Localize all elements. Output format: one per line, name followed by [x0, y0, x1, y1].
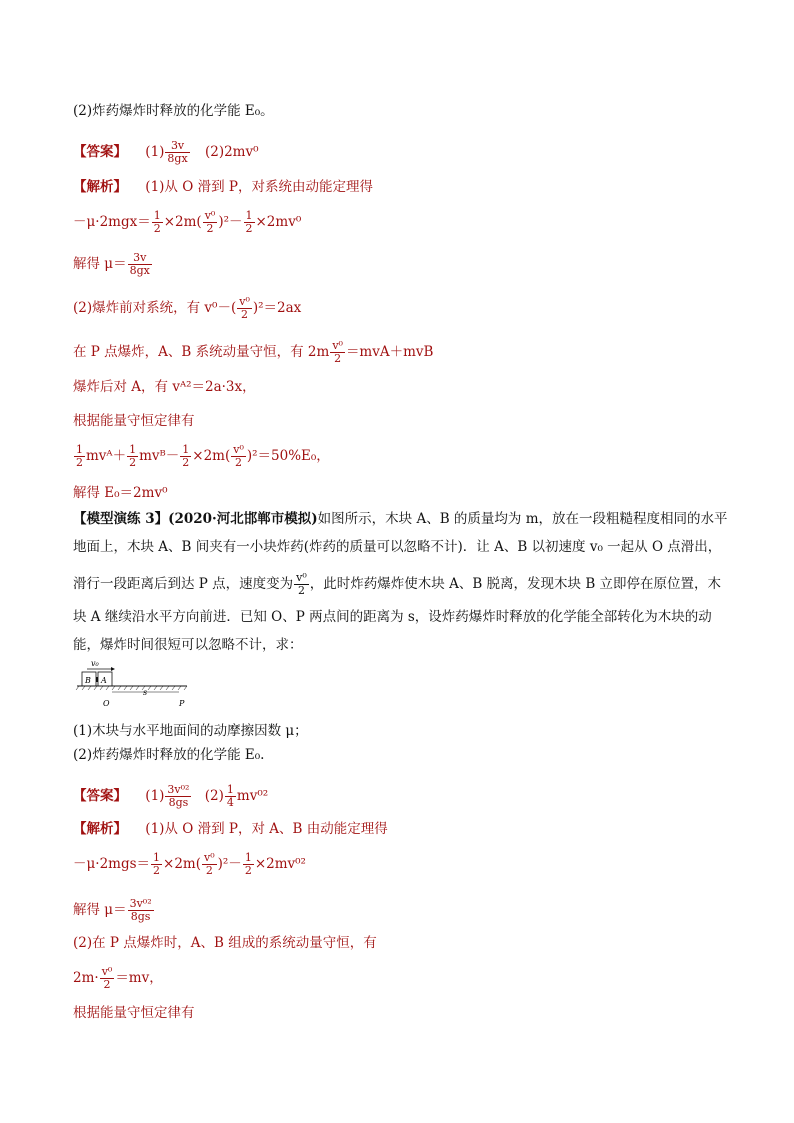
fraction	[180, 444, 191, 469]
momentum-line-2	[73, 966, 163, 991]
question-1: (1)木块与水平地面间的动摩擦因数 μ；	[73, 723, 308, 739]
analysis-tag: 【解析】	[73, 821, 127, 837]
analysis-part-2	[73, 296, 301, 321]
block-diagram	[75, 658, 195, 710]
fraction	[243, 852, 254, 877]
ground-hatch	[76, 686, 187, 690]
frac-den: 8gs	[130, 910, 151, 923]
frac-num: v⁰	[239, 295, 250, 308]
eq-part: mvᴬ＋	[86, 448, 127, 464]
fraction	[100, 966, 115, 991]
frac-num: 3v⁰²	[167, 783, 190, 796]
frac-den: 2	[245, 222, 253, 235]
frac-den: 2	[206, 222, 214, 235]
eq-part: 解得 μ＝	[73, 256, 127, 272]
frac-num: 1	[129, 443, 137, 456]
answer-2-line	[73, 784, 268, 809]
eq-part: ×2m(	[163, 214, 202, 230]
frac-num: v⁰	[233, 443, 244, 456]
after-explosion-line: 爆炸后对 A，有 vᴬ²＝2a·3x，	[73, 379, 256, 395]
answer-1-fraction	[165, 140, 189, 165]
model-line-5: 能，爆炸时间很短可以忽略不计，求：	[73, 637, 303, 653]
frac-den: 2	[153, 222, 161, 235]
equation-1	[73, 210, 301, 235]
fraction	[128, 898, 154, 923]
frac-num: v⁰	[204, 851, 215, 864]
fraction	[237, 296, 252, 321]
frac-den: 2	[235, 456, 243, 469]
fraction	[294, 572, 309, 597]
energy-equation	[73, 444, 330, 469]
fraction	[203, 210, 218, 235]
eq-part: 解得 μ＝	[73, 902, 127, 918]
analysis-1-line	[73, 178, 373, 196]
fraction	[330, 340, 345, 365]
frac-den: 2	[334, 352, 342, 365]
question-2-text: (2)炸药爆炸时释放的化学能 E₀。	[73, 103, 274, 119]
fraction	[74, 444, 85, 469]
analysis-2-text: (1)从 O 滑到 P，对 A、B 由动能定理得	[145, 821, 388, 837]
model-line-1	[73, 510, 728, 528]
diagram-label-a: A	[101, 676, 107, 685]
frac-num: v⁰	[296, 571, 307, 584]
frac-den: 2	[241, 308, 249, 321]
analysis-2-part-2: (2)在 P 点爆炸时，A、B 组成的系统动量守恒，有	[73, 935, 377, 951]
eq-part: mvᴮ－	[139, 448, 180, 464]
eq-part: ×2mv⁰	[255, 214, 302, 230]
model-line-4: 块 A 继续沿水平方向前进．已知 O、P 两点间的距离为 s，设炸药爆炸时释放的化学能全部转化为木块的动	[73, 609, 712, 625]
answer-1-a-prefix: (1)	[145, 144, 165, 160]
eq-part: ＝mvA＋mvB	[345, 344, 434, 360]
analysis-2-line	[73, 820, 388, 838]
eq-part: )²－	[218, 214, 243, 230]
frac-num: v⁰	[101, 965, 113, 978]
fraction	[225, 784, 236, 809]
frac-den: 4	[226, 796, 234, 809]
model-tag: 【模型演练 3】	[73, 511, 169, 527]
diagram-label-s: s	[143, 688, 148, 697]
energy-conservation-line: 根据能量守恒定律有	[73, 413, 195, 429]
frac-den: 2	[76, 456, 83, 469]
frac-den: 2	[129, 456, 137, 469]
eq-part: (2)爆炸前对系统，有 v⁰－(	[73, 300, 237, 316]
momentum-line	[73, 340, 433, 365]
frac-den: 8gs	[168, 796, 189, 809]
answer-2-a-prefix: (1)	[145, 788, 165, 804]
frac-num: 1	[153, 851, 161, 864]
eq-part: ×2mv⁰²	[254, 856, 306, 872]
eq-part: －μ·2mgx＝	[73, 214, 151, 230]
frac-den: 2	[153, 864, 161, 877]
fraction	[244, 210, 255, 235]
eq-part: ×2m(	[192, 448, 231, 464]
solution-e0: 解得 E₀＝2mv⁰	[73, 485, 168, 501]
answer-tag: 【答案】	[73, 144, 127, 160]
model-line-2: 地面上，木块 A、B 间夹有一小块炸药(炸药的质量可以忽略不计)．让 A、B 以初速度 v₀ 一起从 O 点滑出，	[73, 539, 722, 555]
frac-num: 1	[226, 783, 234, 796]
frac-num: 1	[244, 851, 252, 864]
frac-den: 8gx	[167, 152, 188, 165]
diagram-label-o: O	[103, 699, 110, 708]
fraction	[128, 252, 152, 277]
frac-num: 3v	[128, 252, 152, 265]
question-2: (2)炸药爆炸时释放的化学能 E₀.	[73, 747, 265, 763]
frac-den: 2	[244, 864, 252, 877]
model-source: (2020·河北邯郸市模拟)	[168, 511, 318, 527]
velocity-arrow-head	[111, 667, 115, 671]
text-part: ，此时炸药爆炸使木块 A、B 脱离，发现木块 B 立即停在原位置，木	[309, 576, 722, 592]
model-line-3	[73, 572, 721, 597]
diagram-label-p: P	[179, 699, 185, 708]
model-text-1: 如图所示，木块 A、B 的质量均为 m，放在一段粗糙程度相同的水平	[317, 511, 728, 527]
analysis-tag: 【解析】	[73, 179, 127, 195]
solution-1	[73, 252, 153, 277]
fraction	[127, 444, 138, 469]
eq-part: )²－	[217, 856, 242, 872]
energy-conservation-line-2: 根据能量守恒定律有	[73, 1005, 195, 1021]
answer-2-b: mv⁰²	[236, 788, 269, 804]
frac-num: v⁰	[332, 339, 343, 352]
eq-part: 2m·	[73, 970, 99, 986]
frac-den: 8gx	[129, 264, 150, 277]
frac-den: 2	[205, 864, 213, 877]
frac-den: 2	[297, 584, 305, 597]
equation-2	[73, 852, 306, 877]
analysis-1-text: (1)从 O 滑到 P，对系统由动能定理得	[145, 179, 373, 195]
diagram-label-v0: v₀	[91, 659, 99, 668]
diagram-label-b: B	[85, 676, 91, 685]
frac-num: 1	[76, 443, 83, 456]
answer-2-b-prefix: (2)	[204, 788, 224, 804]
eq-part: ×2m(	[163, 856, 201, 872]
answer-tag: 【答案】	[73, 788, 127, 804]
eq-part: )²＝50%E₀，	[246, 448, 330, 464]
eq-part: 在 P 点爆炸，A、B 系统动量守恒，有 2m	[73, 344, 330, 360]
eq-part: )²＝2ax	[252, 300, 302, 316]
frac-num: 1	[182, 443, 190, 456]
eq-part: －μ·2mgs＝	[73, 856, 151, 872]
frac-den: 2	[103, 978, 111, 991]
text-part: 滑行一段距离后到达 P 点，速度变为	[73, 576, 294, 592]
fraction	[152, 210, 163, 235]
eq-part: ＝mv，	[115, 970, 163, 986]
fraction	[231, 444, 246, 469]
solution-2	[73, 898, 155, 923]
frac-num: 1	[153, 209, 161, 222]
fraction	[165, 784, 191, 809]
frac-num: 1	[245, 209, 253, 222]
explosive	[96, 677, 98, 682]
frac-num: 3v	[165, 140, 189, 153]
frac-num: 3v⁰²	[129, 897, 152, 910]
fraction	[151, 852, 162, 877]
answer-1-line	[73, 140, 259, 165]
answer-1-b: (2)2mv⁰	[204, 144, 259, 160]
frac-den: 2	[182, 456, 190, 469]
fraction	[202, 852, 217, 877]
frac-num: v⁰	[204, 209, 216, 222]
